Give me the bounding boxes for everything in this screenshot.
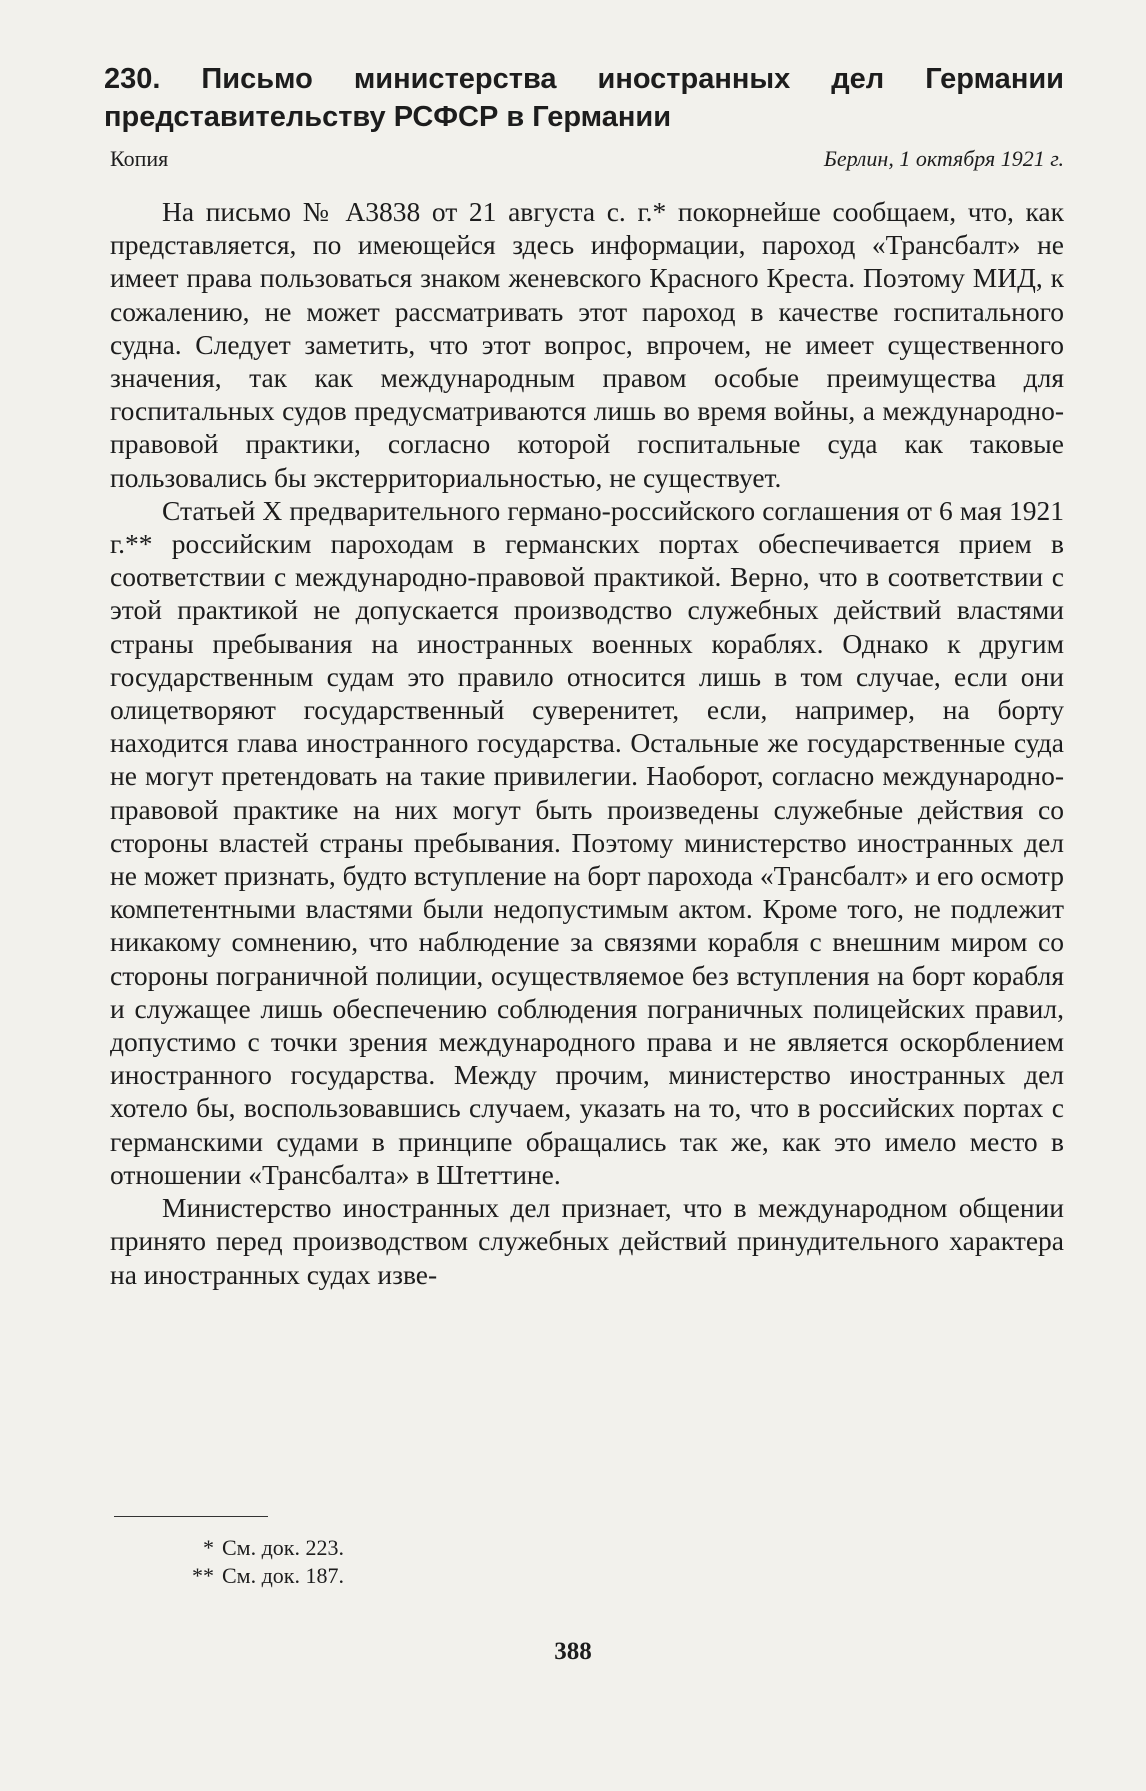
footnote-text: См. док. 187. xyxy=(222,1563,344,1588)
footnote-divider xyxy=(114,1516,268,1517)
paragraph-1: На письмо № А3838 от 21 августа с. г.* покорнейше сообщаем, что, как представляется, по имеющейся здесь информации, пароход «Трансбалт» не имеет права пользоваться знаком женевского Красного Креста. Поэтому МИД, к сожалению, не может рассматривать этот пароход в качестве госпитального судна. Следует заметить, что этот вопрос, впрочем, не имеет существенного значения, так как международным правом особые преимущества для госпитальных судов предусматриваются лишь во время войны, а международно-правовой практики, согласно которой госпитальные суда как таковые пользовались бы экстерриториальностью, не существует. xyxy=(110,196,1064,493)
footnote-mark: * xyxy=(203,1535,214,1560)
paragraph-3: Министерство иностранных дел признает, что в международном общении принято перед производством служебных действий принудительного характера на иностранных судах изве- xyxy=(110,1192,1064,1290)
footnote-mark: ** xyxy=(192,1563,214,1588)
place-date: Берлин, 1 октября 1921 г. xyxy=(823,146,1064,171)
footnotes xyxy=(182,1534,344,1590)
paragraph-2: Статьей X предварительного германо-российского соглашения от 6 мая 1921 г.** российским пароходам в германских портах обеспечивается прием в соответствии с международно-правовой практикой. Верно, что в соответствии с этой практикой не допускается производство служебных действий властями страны пребывания на иностранных военных кораблях. Однако к другим государственным судам это правило относится лишь в том случае, если они олицетворяют государственный суверенитет, если, например, на борту находится глава иностранного государства. Остальные же государственные суда не могут претендовать на такие привилегии. Наоборот, согласно международно-правовой практике на них могут быть произведены служебные действия со стороны властей страны пребывания. Поэтому министерство иностранных дел не может признать, будто вступление на борт парохода «Трансбалт» и его осмотр компетентными властями были недопустимым актом. Кроме того, не подлежит никакому сомнению, что наблюдение за связями корабля с внешним миром со стороны пограничной полиции, осуществляемое без вступления на борт корабля и служащее лишь обеспечению соблюдения пограничных полицейских правил, допустимо с точки зрения международного права и не является оскорблением иностранного государства. Между прочим, министерство иностранных дел хотело бы, воспользовавшись случаем, указать на то, что в российских портах с германскими судами в принципе обращались так же, как это имело место в отношении «Трансбалта» в Штеттине. xyxy=(110,494,1064,1190)
footnote-text: См. док. 223. xyxy=(222,1535,344,1560)
document-heading: 230. Письмо министерства иностранных дел Германии представительству РСФСР в Германии xyxy=(104,63,1064,133)
document-body xyxy=(110,195,1064,1291)
footnote-1 xyxy=(182,1534,344,1562)
page-number: 388 xyxy=(554,1638,592,1665)
footnote-2 xyxy=(182,1562,344,1590)
copy-label: Копия xyxy=(110,146,169,171)
